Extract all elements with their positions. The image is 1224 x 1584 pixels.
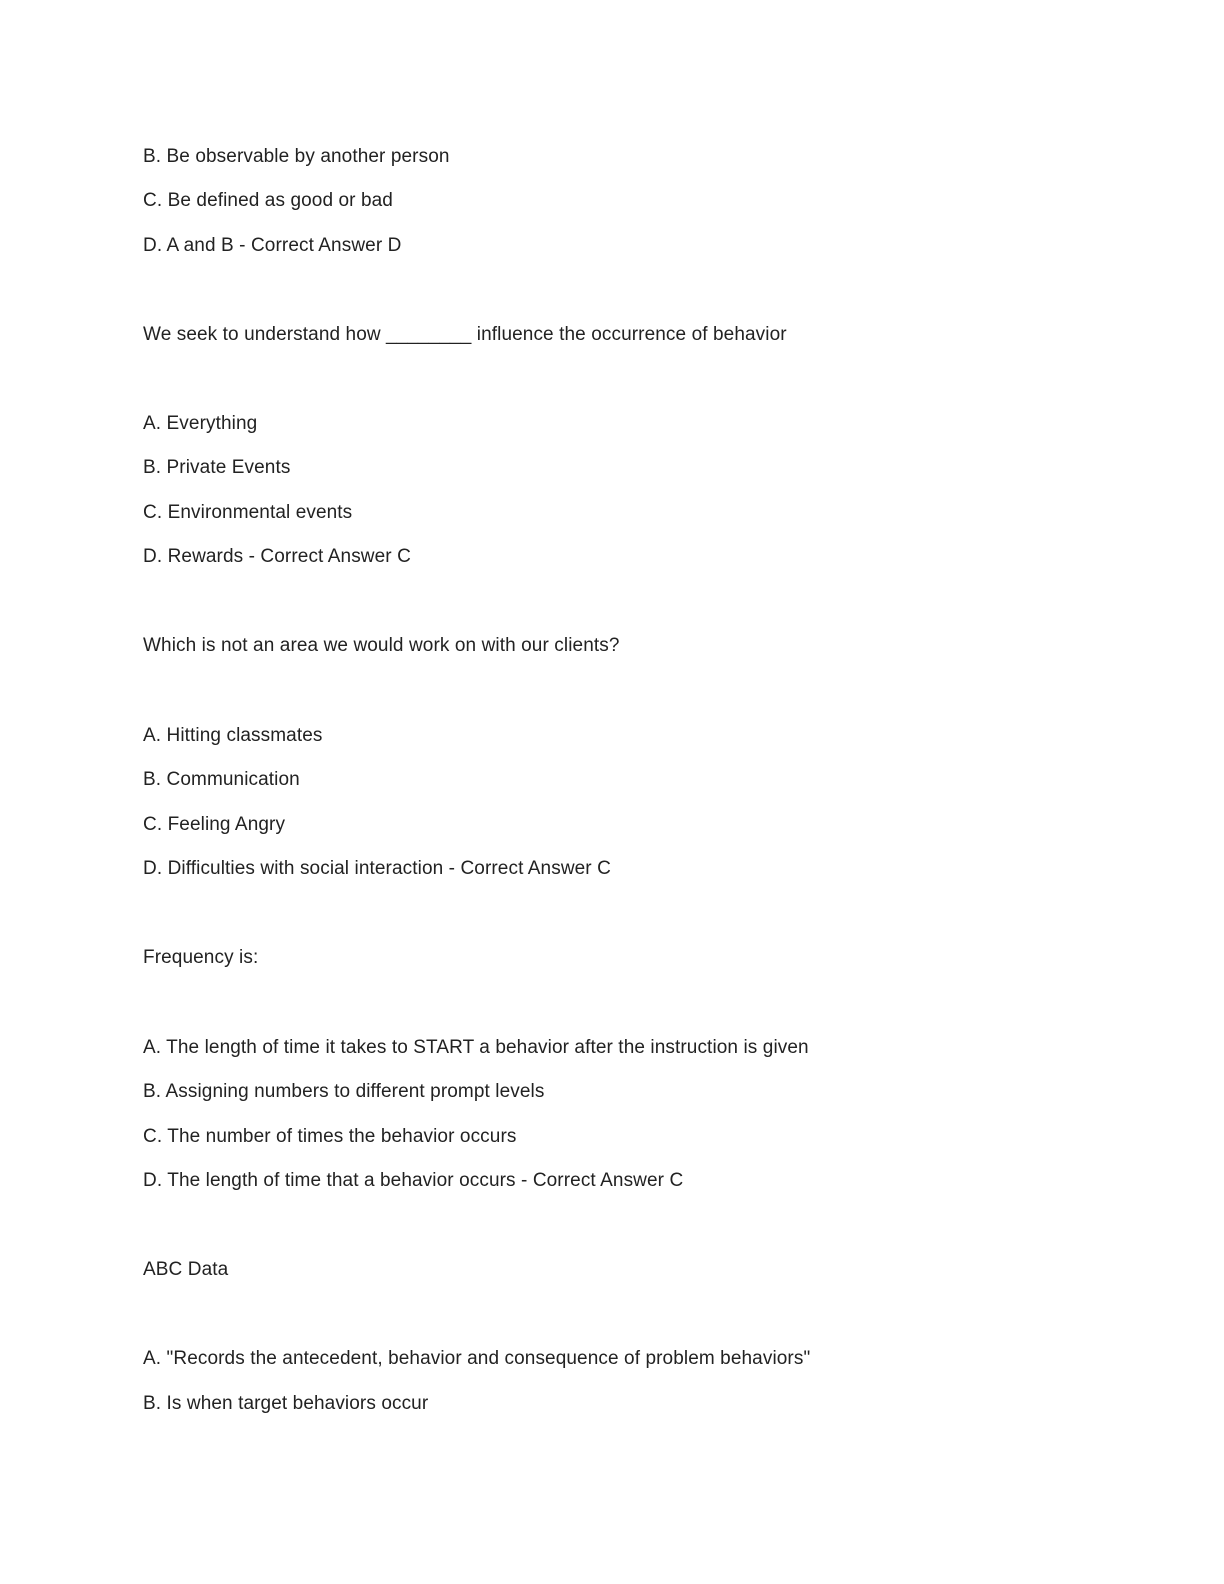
answer-option-with-correct-answer: D. Rewards - Correct Answer C [143, 546, 411, 567]
answer-option: A. The length of time it takes to START a behavior after the instruction is given [143, 1037, 809, 1058]
answer-option: B. Communication [143, 769, 300, 790]
answer-option-with-correct-answer: D. Difficulties with social interaction - Correct Answer C [143, 858, 611, 879]
answer-option: C. Be defined as good or bad [143, 190, 393, 211]
question-text: We seek to understand how ________ influence the occurrence of behavior [143, 324, 787, 345]
question-text: Which is not an area we would work on with our clients? [143, 635, 620, 656]
question-text: ABC Data [143, 1259, 229, 1280]
answer-option: A. Hitting classmates [143, 725, 323, 746]
answer-option: C. The number of times the behavior occurs [143, 1126, 517, 1147]
answer-option: C. Feeling Angry [143, 814, 286, 835]
question-text: Frequency is: [143, 947, 259, 968]
answer-option: B. Assigning numbers to different prompt levels [143, 1081, 545, 1102]
answer-option: B. Be observable by another person [143, 146, 450, 167]
answer-option-with-correct-answer: D. The length of time that a behavior occurs - Correct Answer C [143, 1170, 684, 1191]
answer-option: C. Environmental events [143, 502, 353, 523]
answer-option: A. "Records the antecedent, behavior and consequence of problem behaviors" [143, 1348, 811, 1369]
answer-option: B. Is when target behaviors occur [143, 1393, 429, 1414]
answer-option-with-correct-answer: D. A and B - Correct Answer D [143, 235, 402, 256]
answer-option: A. Everything [143, 413, 258, 434]
answer-option: B. Private Events [143, 457, 291, 478]
